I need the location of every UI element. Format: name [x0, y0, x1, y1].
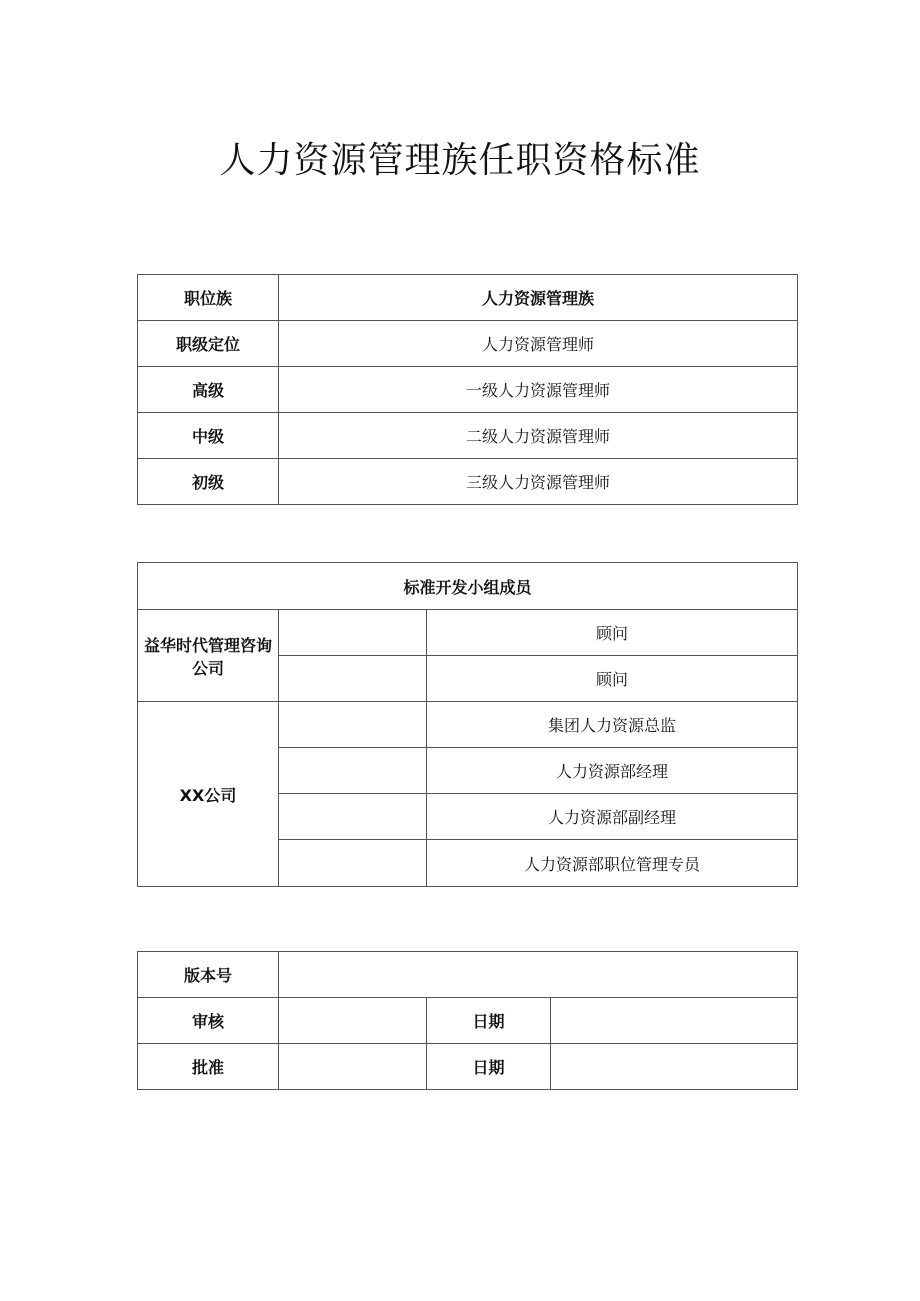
- org-cell: 益华时代管理咨询公司: [138, 610, 279, 702]
- approve-label: 批准: [138, 1044, 279, 1090]
- team-header: 标准开发小组成员: [138, 563, 798, 610]
- row-value: 一级人力资源管理师: [279, 367, 798, 413]
- member-name: [279, 748, 427, 794]
- table-row: [138, 367, 798, 413]
- review-value: [279, 998, 427, 1044]
- version-value: [279, 952, 798, 998]
- job-family-header-value: 人力资源管理族: [279, 275, 798, 321]
- version-table: [137, 951, 798, 1090]
- member-role: 人力资源部经理: [427, 748, 798, 794]
- member-name: [279, 840, 427, 887]
- page-title: 人力资源管理族任职资格标准: [219, 140, 701, 181]
- table-row: [138, 459, 798, 505]
- member-name: [279, 610, 427, 656]
- table-row: [138, 563, 798, 610]
- member-name: [279, 794, 427, 840]
- member-role: 顾问: [427, 610, 798, 656]
- row-label: 初级: [138, 459, 279, 505]
- table-row: [138, 952, 798, 998]
- member-name: [279, 656, 427, 702]
- table-row: [138, 321, 798, 367]
- org-cell: XX公司: [138, 702, 279, 887]
- table-row: [138, 275, 798, 321]
- approve-value: [279, 1044, 427, 1090]
- table-row: [138, 1044, 798, 1090]
- approve-date-value: [551, 1044, 798, 1090]
- review-date-value: [551, 998, 798, 1044]
- member-role: 集团人力资源总监: [427, 702, 798, 748]
- review-date-label: 日期: [427, 998, 551, 1044]
- row-value: 人力资源管理师: [279, 321, 798, 367]
- member-name: [279, 702, 427, 748]
- row-value: 三级人力资源管理师: [279, 459, 798, 505]
- table-row: [138, 610, 798, 656]
- table-row: [138, 413, 798, 459]
- row-label: 职级定位: [138, 321, 279, 367]
- job-family-table: [137, 274, 798, 505]
- table-row: [138, 702, 798, 748]
- approve-date-label: 日期: [427, 1044, 551, 1090]
- row-label: 中级: [138, 413, 279, 459]
- job-family-header-label: 职位族: [138, 275, 279, 321]
- team-table: [137, 562, 798, 887]
- review-label: 审核: [138, 998, 279, 1044]
- member-role: 人力资源部副经理: [427, 794, 798, 840]
- table-row: [138, 998, 798, 1044]
- row-label: 高级: [138, 367, 279, 413]
- member-role: 人力资源部职位管理专员: [427, 840, 798, 887]
- row-value: 二级人力资源管理师: [279, 413, 798, 459]
- member-role: 顾问: [427, 656, 798, 702]
- version-label: 版本号: [138, 952, 279, 998]
